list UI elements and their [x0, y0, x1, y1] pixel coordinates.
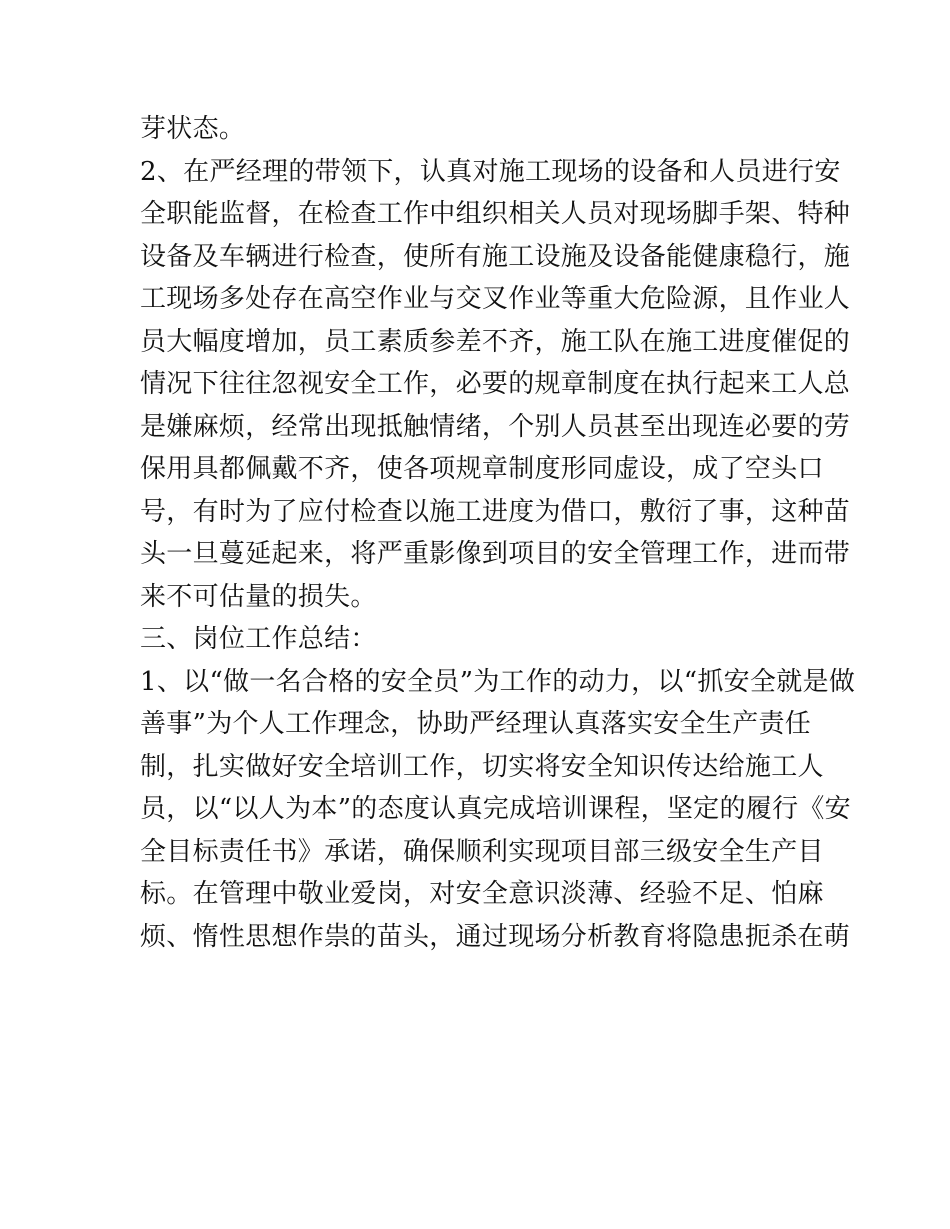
text-line: 设备及车辆进行检查，使所有施工设施及设备能健康稳行，施	[140, 241, 851, 272]
text-line: 制，扎实做好安全培训工作，切实将安全知识传达给施工人	[140, 751, 824, 782]
text-line: 标。在管理中敬业爱岗，对安全意识淡薄、经验不足、怕麻	[140, 879, 824, 909]
text-line: 善事”为个人工作理念，协助严经理认真落实安全生产责任	[140, 709, 812, 739]
document-body	[140, 108, 856, 958]
text-line: 烦、惰性思想作祟的苗头，通过现场分析教育将隐患扼杀在萌	[140, 921, 851, 952]
text-line: 保用具都佩戴不齐，使各项规章制度形同虚设，成了空头口	[140, 454, 824, 484]
text-line: 员大幅度增加，员工素质参差不齐，施工队在施工进度催促的	[140, 326, 851, 357]
text-line: 来不可估量的损失。	[140, 581, 377, 612]
section-heading: 三、岗位工作总结：	[140, 624, 377, 654]
text-line: 工现场多处存在高空作业与交叉作业等重大危险源，且作业人	[140, 284, 851, 314]
text-line: 号，有时为了应付检查以施工进度为借口，敷衍了事，这种苗	[140, 496, 851, 527]
text-line: 芽状态。	[140, 114, 246, 144]
text-line: 情况下往往忽视安全工作，必要的规章制度在执行起来工人总	[140, 369, 851, 399]
text-line: 1、以“做一名合格的安全员”为工作的动力，以“抓安全就是做	[140, 666, 856, 697]
text-line: 是嫌麻烦，经常出现抵触情绪，个别人员甚至出现连必要的劳	[140, 411, 851, 442]
text-line: 头一旦蔓延起来，将严重影像到项目的安全管理工作，进而带	[140, 539, 851, 569]
text-line: 全目标责任书》承诺，确保顺利实现项目部三级安全生产目	[140, 836, 824, 867]
text-line: 全职能监督，在检查工作中组织相关人员对现场脚手架、特种	[140, 199, 851, 229]
text-line: 2、在严经理的带领下，认真对施工现场的设备和人员进行安	[140, 156, 841, 187]
text-line: 员，以“以人为本”的态度认真完成培训课程，坚定的履行《安	[140, 794, 851, 824]
